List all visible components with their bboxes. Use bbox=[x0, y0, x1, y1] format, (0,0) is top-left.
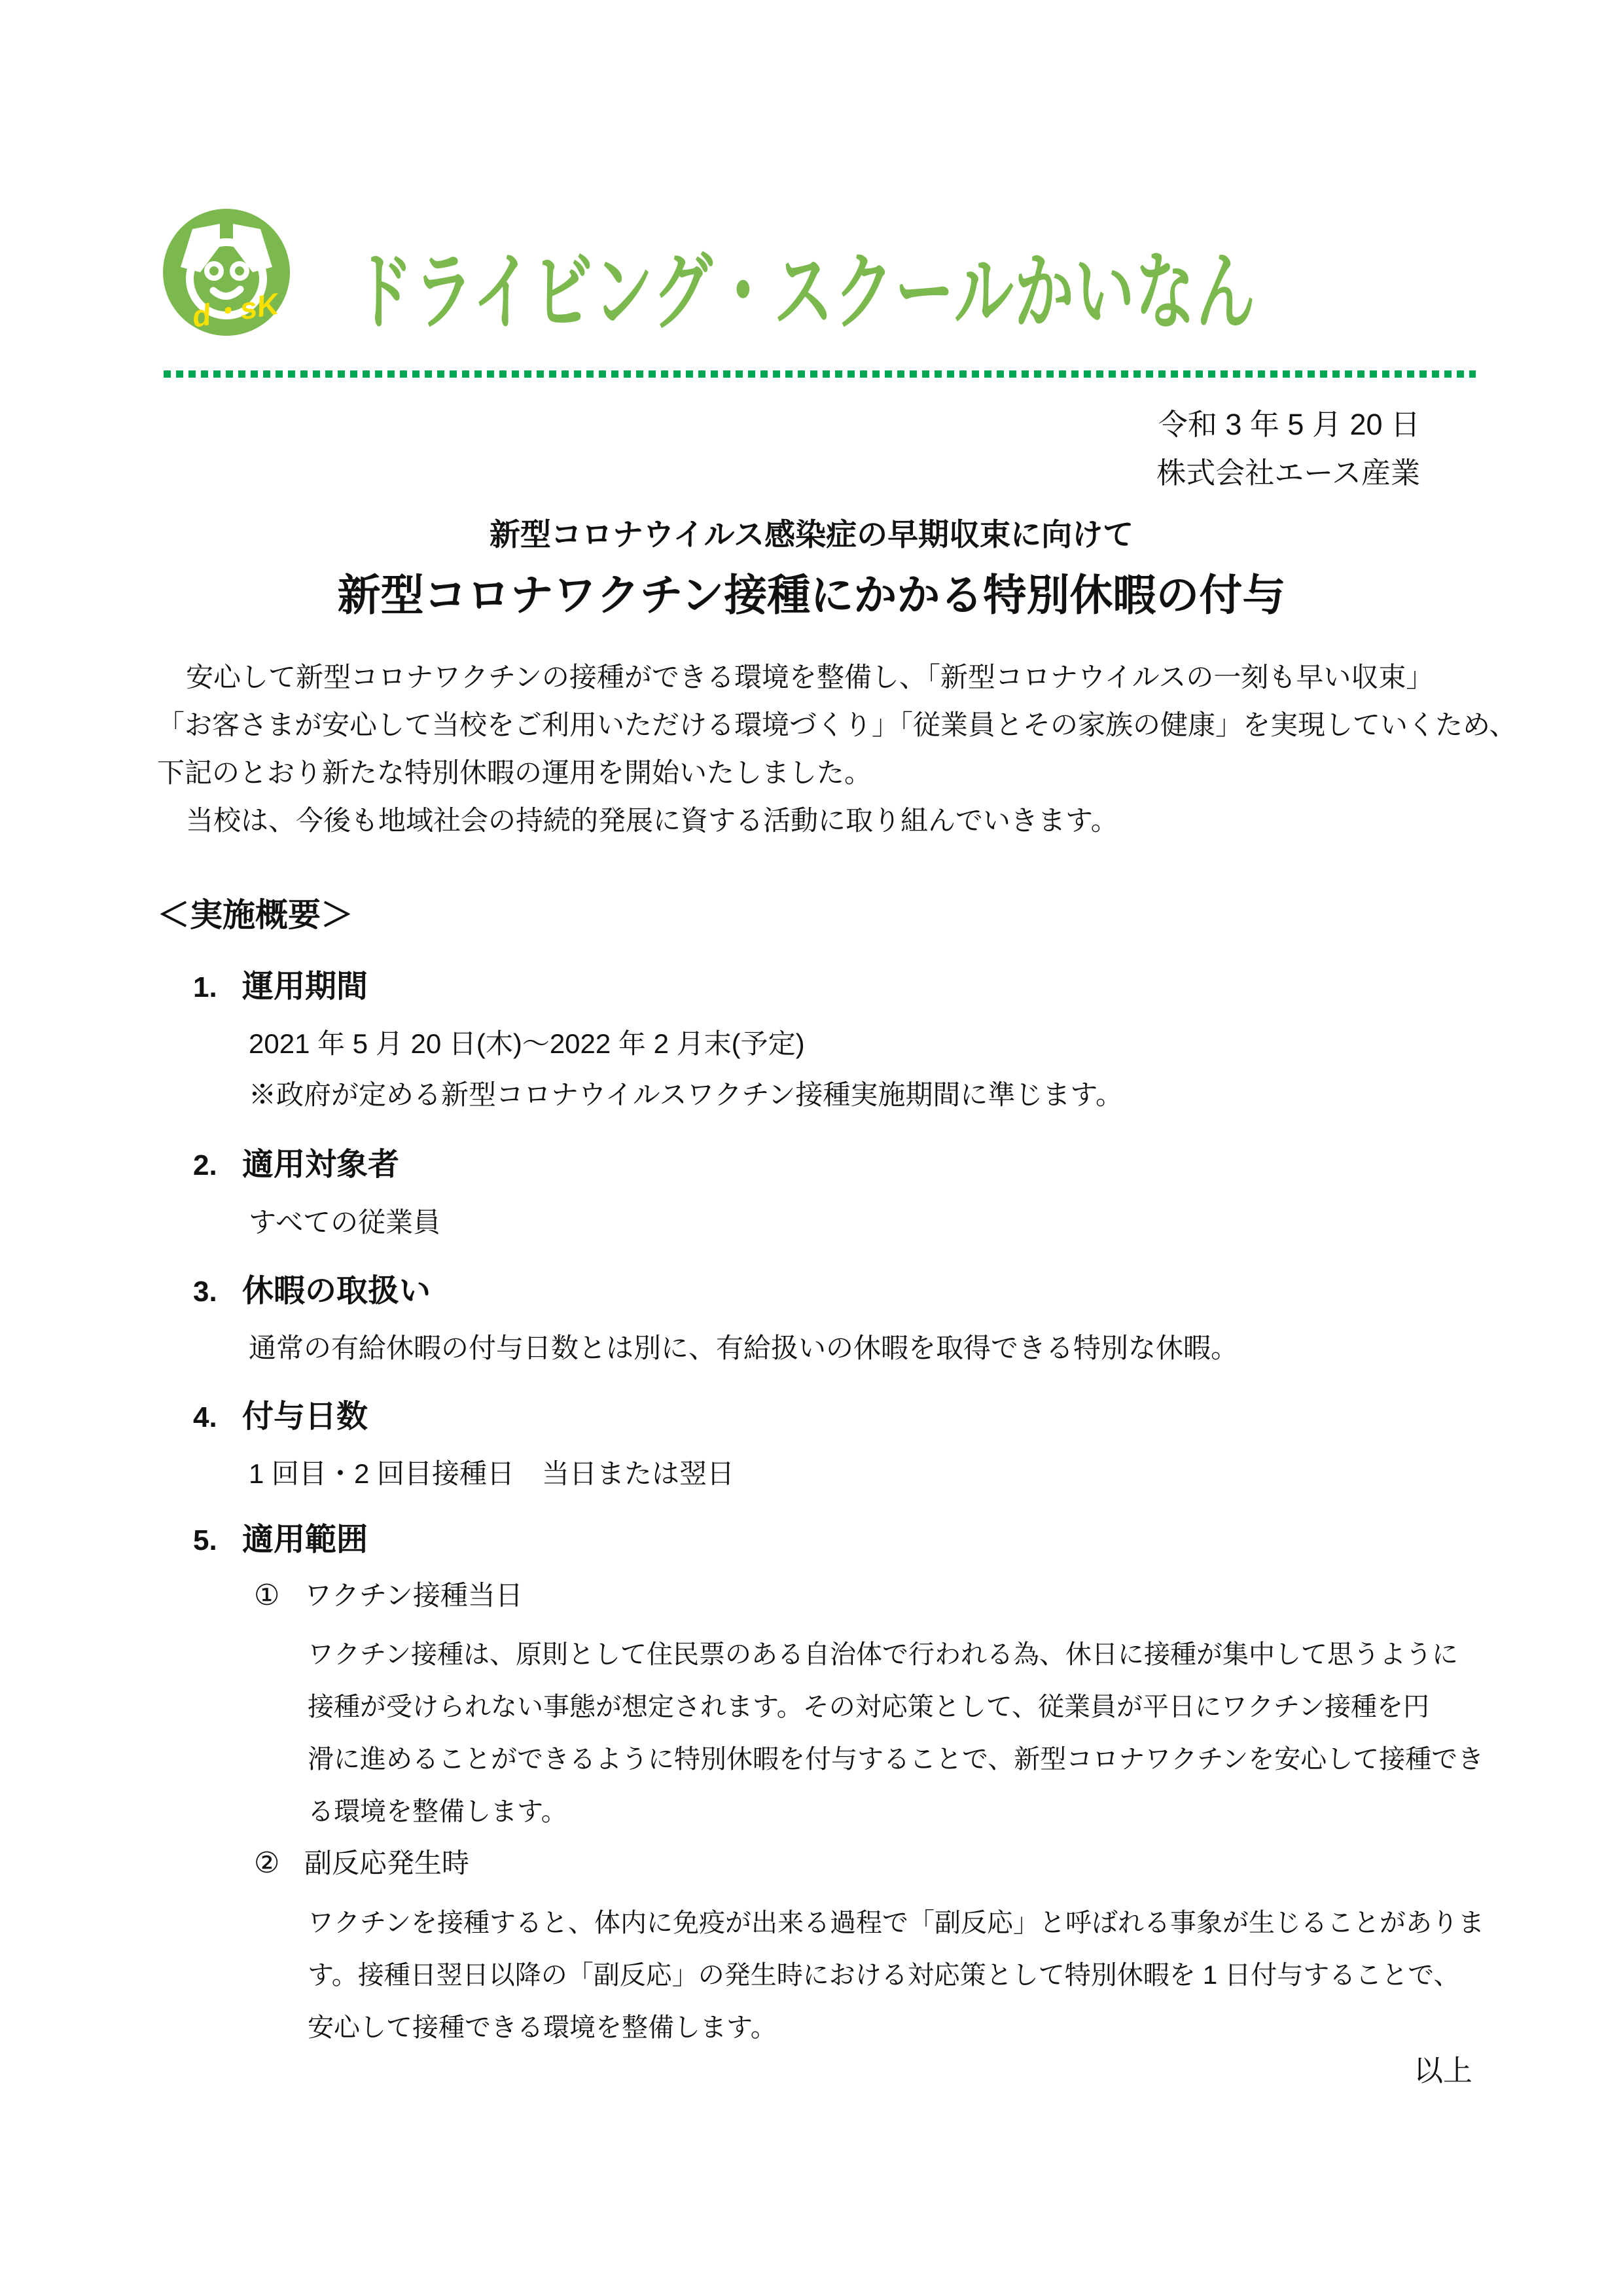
section-4-heading bbox=[193, 1397, 368, 1437]
circled-number-marker: ② bbox=[254, 1847, 280, 1879]
section-5-heading bbox=[193, 1520, 368, 1560]
section-2-heading bbox=[193, 1145, 399, 1185]
circled-number-marker: ① bbox=[254, 1579, 280, 1611]
section-body-line: ※政府が定める新型コロナウイルスワクチン接種実施期間に準じます。 bbox=[249, 1079, 1124, 1110]
issue-date: 令和 3 年 5 月 20 日 bbox=[1158, 408, 1420, 441]
school-logo-wordmark: ドライビング・スクールかいなん bbox=[353, 244, 1257, 340]
section-number: 4. bbox=[193, 1401, 217, 1433]
closing-text: 以上 bbox=[1413, 2054, 1472, 2087]
section-1-heading bbox=[193, 967, 368, 1007]
section-number: 5. bbox=[193, 1524, 217, 1556]
section-body-line: すべての従業員 bbox=[249, 1207, 441, 1238]
subsection-label: 副反応発生時 bbox=[304, 1848, 470, 1878]
subsection-body-line: 安心して接種できる環境を整備します。 bbox=[308, 2013, 777, 2042]
subsection-body-line: ワクチンを接種すると、体内に免疫が出来る過程で「副反応」と呼ばれる事象が生じることがありま bbox=[308, 1909, 1484, 1937]
subsection-body-line: 接種が受けられない事態が想定されます。その対応策として、従業員が平日にワクチン接種を円 bbox=[308, 1693, 1429, 1721]
school-logo-mascot-icon bbox=[161, 207, 292, 338]
intro-line: 安心して新型コロナワクチンの接種ができる環境を整備し、「新型コロナウイルスの一刻も早い収束」 bbox=[186, 662, 1434, 692]
subsection-2-heading bbox=[254, 1844, 469, 1883]
subsection-body-line: ワクチン接種は、原則として住民票のある自治体で行われる為、休日に接種が集中して思うように bbox=[308, 1640, 1458, 1669]
section-4-body bbox=[249, 1448, 734, 1499]
intro-line: 下記のとおり新たな特別休暇の運用を開始いたしました。 bbox=[157, 757, 872, 788]
subsection-body-line: 滑に進めることができるように特別休暇を付与することで、新型コロナワクチンを安心して接種でき bbox=[308, 1745, 1484, 1774]
intro-line: 「お客さまが安心して当校をご利用いただける環境づくり」「従業員とその家族の健康」を実現していくため、 bbox=[157, 709, 1517, 740]
section-title: 付与日数 bbox=[242, 1399, 368, 1434]
letterhead-dotted-divider bbox=[164, 370, 1476, 378]
doc-subtitle: 新型コロナウイルス感染症の早期収束に向けて bbox=[489, 517, 1134, 552]
section-number: 2. bbox=[193, 1149, 217, 1181]
title-block bbox=[0, 507, 1623, 628]
subsection-1-body bbox=[308, 1628, 1484, 1838]
overview-heading: ＜実施概要＞ bbox=[157, 897, 353, 933]
section-3-heading bbox=[193, 1272, 431, 1312]
section-title: 適用範囲 bbox=[242, 1522, 368, 1557]
subsection-body-line: す。接種日翌日以降の「副反応」の発生時における対応策として特別休暇を 1 日付与することで、 bbox=[308, 1961, 1460, 1990]
issuance-block bbox=[1156, 401, 1420, 497]
section-3-body bbox=[249, 1323, 1238, 1374]
mascot-initials: d・sK bbox=[189, 286, 281, 334]
issuer-company: 株式会社エース産業 bbox=[1156, 456, 1420, 490]
doc-title: 新型コロナワクチン接種にかかる特別休暇の付与 bbox=[337, 571, 1286, 619]
section-title: 運用期間 bbox=[242, 969, 368, 1004]
subsection-body-line: る環境を整備します。 bbox=[308, 1797, 567, 1826]
intro-paragraph bbox=[157, 653, 1517, 844]
section-body-line: 2021 年 5 月 20 日(木)～2022 年 2 月末(予定) bbox=[249, 1028, 805, 1059]
subsection-1-heading bbox=[254, 1576, 523, 1615]
section-body-line: 1 回目・2 回目接種日 当日または翌日 bbox=[249, 1458, 735, 1489]
section-body-line: 通常の有給休暇の付与日数とは別に、有給扱いの休暇を取得できる特別な休暇。 bbox=[249, 1333, 1239, 1363]
section-1-body bbox=[249, 1018, 1123, 1121]
subsection-2-body bbox=[308, 1897, 1484, 2054]
section-title: 適用対象者 bbox=[242, 1147, 400, 1182]
section-number: 3. bbox=[193, 1276, 217, 1308]
section-number: 1. bbox=[193, 971, 217, 1003]
section-title: 休暇の取扱い bbox=[242, 1274, 431, 1308]
section-2-body bbox=[249, 1197, 440, 1248]
subsection-label: ワクチン接種当日 bbox=[304, 1580, 523, 1611]
mascot-icon bbox=[161, 207, 292, 338]
intro-line: 当校は、今後も地域社会の持続的発展に資する活動に取り組んでいきます。 bbox=[186, 805, 1118, 836]
